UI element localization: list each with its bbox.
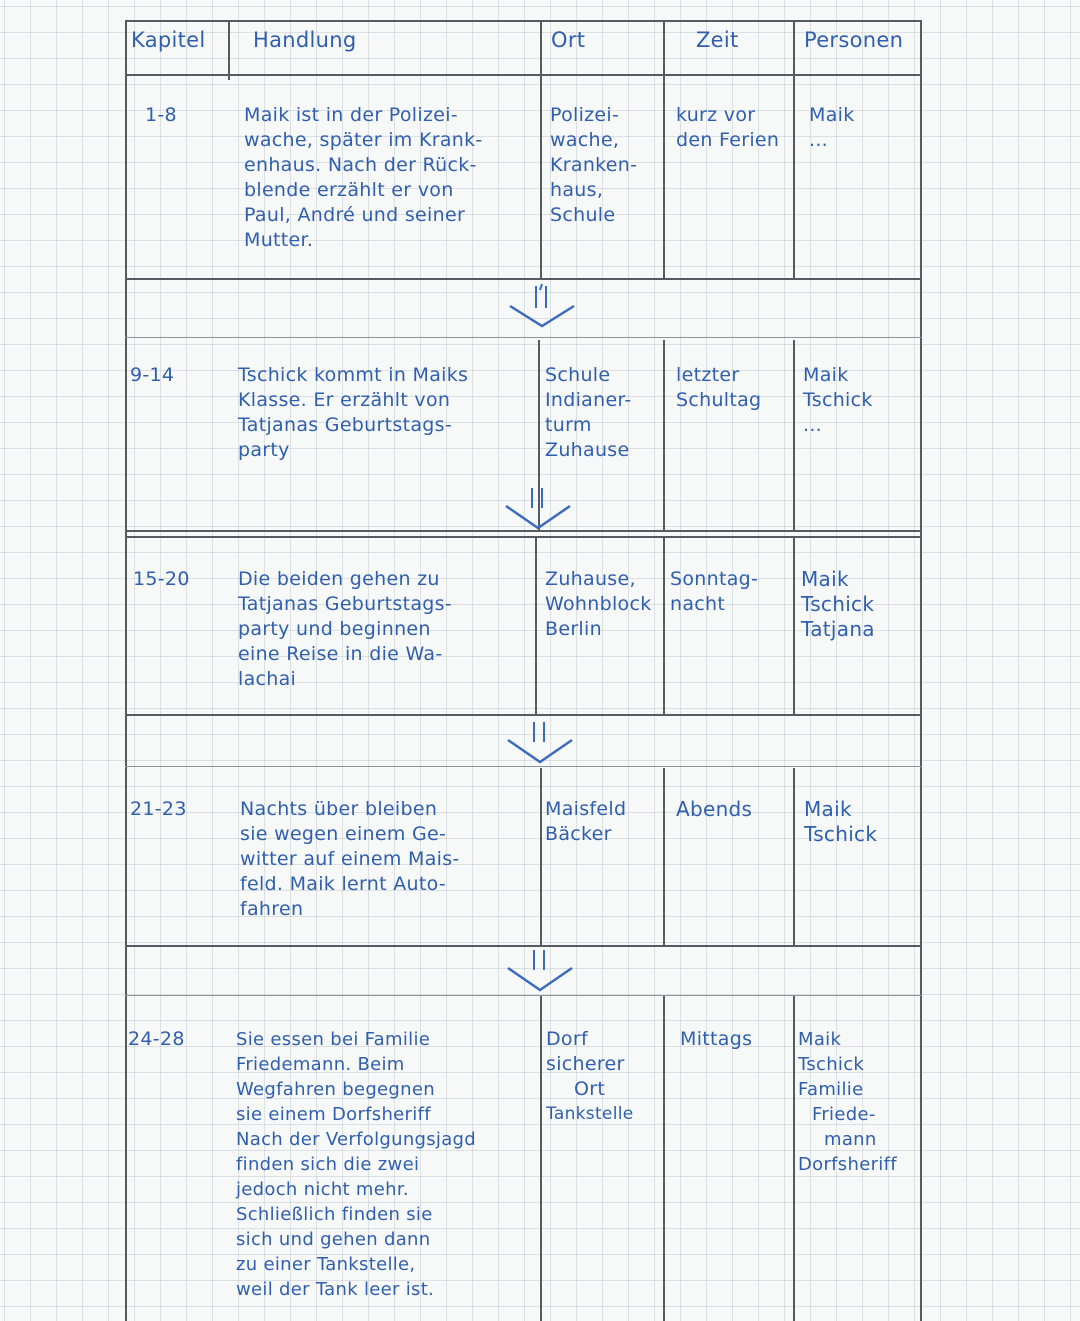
text-line: Tschick [798,1054,865,1075]
text-line: sich und gehen dann [236,1229,431,1250]
text-line: Indianer- [545,389,632,411]
grid-line [663,537,665,715]
grid-line [793,537,795,715]
text-line: Mutter. [244,229,314,251]
grid-line [125,337,922,338]
cell-zeit [676,363,761,413]
grid-line [540,768,542,946]
cell-ort [546,1027,634,1127]
cell-personen [801,567,875,642]
grid-line [228,20,230,80]
text-line: weil der Tank leer ist. [236,1279,435,1300]
text-line: Schließlich finden sie [236,1204,433,1225]
grid-line [540,20,542,280]
text-line: Polizei- [550,104,620,126]
cell-handlung [238,567,452,692]
grid-line [663,20,665,280]
header-ort: Ort [551,28,586,52]
text-line: Tatjana [801,617,875,641]
text-line: den Ferien [676,129,780,151]
text-line: party [238,439,290,461]
grid-line [535,537,537,715]
text-line: Wegfahren begegnen [236,1079,435,1100]
text-line: Nach der Verfolgungsjagd [236,1129,477,1150]
grid-line [540,995,542,1321]
text-line: mann [824,1129,877,1150]
grid-line [663,340,665,530]
grid-line [663,995,665,1321]
text-line: Tschick kommt in Maiks [238,364,469,386]
text-line: Sie essen bei Familie [236,1029,431,1050]
text-line: Zuhause [545,439,630,461]
text-line: Zuhause, [545,568,636,590]
text-line: Friede- [812,1104,876,1125]
cell-kapitel: 1-8 [145,104,177,126]
text-line: Nachts über bleiben [240,798,438,820]
cell-zeit [670,567,758,617]
text-line: Friedemann. Beim [236,1054,405,1075]
text-line: Maisfeld [545,798,627,820]
grid-line [125,714,922,716]
text-line: Maik [809,104,855,126]
text-line: sie wegen einem Ge- [240,823,447,845]
cell-ort [545,363,632,463]
cell-ort [545,567,652,642]
text-line: Tschick [801,592,875,616]
header-kapitel: Kapitel [131,28,206,52]
cell-kapitel: 24-28 [128,1028,185,1050]
text-line: blende erzählt er von [244,179,454,201]
cell-zeit [680,1027,752,1052]
text-line: party und beginnen [238,618,431,640]
text-line: feld. Maik lernt Auto- [240,873,447,895]
text-line: Maik ist in der Polizei- [244,104,458,126]
text-line: zu einer Tankstelle, [236,1254,416,1275]
cell-handlung [240,797,460,922]
grid-line [793,20,795,280]
text-line: Kranken- [550,154,638,176]
text-line: eine Reise in die Wa- [238,643,443,665]
cell-handlung [236,1027,476,1302]
grid-line [125,20,922,22]
text-line: Schultag [676,389,762,411]
text-line: jedoch nicht mehr. [236,1179,409,1200]
cell-ort [550,103,637,228]
text-line: Dorf [546,1028,588,1050]
text-line: sie einem Dorfsheriff [236,1104,431,1125]
text-line: letzter [676,364,740,386]
text-line: wache, später im Krank- [244,129,483,151]
text-line: Tankstelle [546,1104,634,1124]
text-line: nacht [670,593,726,615]
grid-line [125,20,127,1321]
text-line: Tatjanas Geburtstags- [238,414,452,436]
text-line: kurz vor [676,104,756,126]
arrow-down-icon [500,718,580,768]
grid-line [920,20,922,1321]
cell-handlung [238,363,468,463]
arrow-down-icon [500,946,580,996]
grid-line [793,340,795,530]
text-line: sicherer [546,1053,625,1075]
cell-zeit [676,797,752,822]
cell-personen [803,363,873,438]
text-line: Schule [545,364,611,386]
text-line: Schule [550,204,616,226]
arrow-down-icon [498,484,578,534]
grid-line [793,995,795,1321]
text-line: Maik [804,797,852,821]
text-line: Dorfsheriff [798,1154,897,1175]
grid-line [125,536,922,538]
text-line: Tschick [804,822,878,846]
text-line: ... [809,129,829,151]
text-line: Wohnblock [545,593,652,615]
text-line: witter auf einem Mais- [240,848,460,870]
cell-kapitel: 21-23 [130,798,187,820]
grid-line [125,278,922,280]
cell-kapitel: 9-14 [130,364,175,386]
text-line: Die beiden gehen zu [238,568,440,590]
text-line: haus, [550,179,604,201]
text-line: Mittags [680,1028,753,1050]
cell-personen [809,103,855,153]
cell-handlung [244,103,483,253]
text-line: Sonntag- [670,568,759,590]
text-line: Berlin [545,618,602,640]
text-line: Paul, André und seiner [244,204,466,226]
header-personen: Personen [804,28,904,52]
grid-line [793,768,795,946]
text-line: Ort [574,1078,606,1100]
arrow-down-icon [502,282,582,332]
text-line: wache, [550,129,620,151]
text-line: Maik [803,364,849,386]
text-line: Tatjanas Geburtstags- [238,593,452,615]
text-line: enhaus. Nach der Rück- [244,154,477,176]
text-line: Maik [801,567,849,591]
text-line: lachai [238,668,297,690]
text-line: Tschick [803,389,873,411]
text-line: Familie [798,1079,864,1100]
text-line: Maik [798,1029,842,1050]
cell-personen [798,1027,897,1177]
cell-ort [545,797,626,847]
grid-line [125,74,922,76]
text-line: ... [803,414,823,436]
header-handlung: Handlung [253,28,357,52]
text-line: Klasse. Er erzählt von [238,389,451,411]
text-line: turm [545,414,592,436]
cell-kapitel: 15-20 [133,568,190,590]
header-zeit: Zeit [696,28,739,52]
text-line: finden sich die zwei [236,1154,420,1175]
text-line: fahren [240,898,304,920]
cell-zeit [676,103,779,153]
cell-personen [804,797,877,847]
text-line: Bäcker [545,823,612,845]
grid-line [663,768,665,946]
text-line: Abends [676,797,753,821]
